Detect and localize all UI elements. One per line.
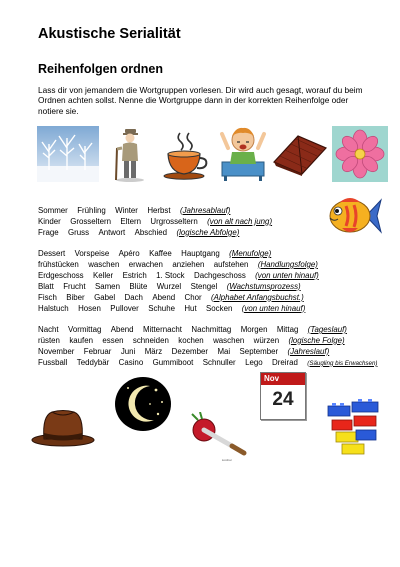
word: November — [38, 346, 75, 356]
waking-child-icon — [218, 124, 268, 182]
word-row — [38, 336, 345, 346]
word-row — [38, 304, 305, 314]
order-hint: (Jahreslauf) — [287, 346, 330, 356]
word: waschen — [213, 335, 245, 345]
winter-trees-icon — [37, 126, 99, 182]
word-row — [38, 282, 301, 292]
word: Keller — [93, 270, 114, 280]
word: Socken — [206, 303, 233, 313]
word: Casino — [118, 357, 144, 367]
word: Nacht — [38, 325, 59, 334]
lego-bricks-icon — [326, 398, 382, 458]
word: Eltern — [120, 216, 142, 226]
word: rüsten — [38, 335, 60, 345]
word: kaufen — [69, 335, 94, 345]
word: März — [144, 346, 163, 356]
word: waschen — [88, 259, 120, 269]
word: Nachmittag — [191, 325, 232, 334]
hat-icon — [30, 406, 96, 448]
order-hint: (logische Abfolge) — [176, 227, 240, 237]
knife-radish-icon — [188, 412, 248, 462]
word: Stengel — [190, 281, 218, 291]
word: essen — [102, 335, 124, 345]
word: September — [239, 346, 279, 356]
word: Abend — [110, 325, 134, 334]
word: Hut — [184, 303, 197, 313]
old-man-icon — [110, 128, 150, 182]
order-hint: (Handlungsfolge) — [257, 259, 318, 269]
word-row — [38, 358, 377, 369]
word: Dach — [124, 292, 143, 302]
calendar-icon — [260, 372, 306, 420]
page-title: Akustische Serialität — [38, 26, 181, 42]
word: Juni — [120, 346, 136, 356]
top-icon-strip — [34, 124, 384, 186]
word: frühstücken — [38, 259, 79, 269]
word: Herbst — [147, 206, 171, 215]
order-hint: (Alphabet Anfangsbuchst.) — [211, 292, 304, 302]
word: Wurzel — [156, 281, 182, 291]
word: Chor — [184, 292, 202, 302]
order-hint: (von alt nach jung) — [207, 216, 273, 226]
word: aufstehen — [213, 259, 249, 269]
word: Frucht — [63, 281, 86, 291]
page-subtitle: Reihenfolgen ordnen — [38, 62, 163, 76]
word: würzen — [253, 335, 280, 345]
word: Kaffee — [149, 249, 172, 258]
word: Schuhe — [148, 303, 175, 313]
instructions: Lass dir von jemandem die Wortgruppen vorlesen. Dir wird auch gesagt, worauf du beim Ordnen achten sollst. Nenne die Wortgruppe dann in der korrekten Reihenfolge oder notiere sie. — [38, 85, 363, 116]
word: Hosen — [78, 303, 101, 313]
word: 1. Stock — [156, 270, 185, 280]
calendar-day: 24 — [272, 389, 294, 410]
word-row — [38, 347, 329, 357]
order-hint: (Menufolge) — [229, 249, 272, 258]
word: Gruss — [68, 227, 90, 237]
roof-icon — [272, 132, 328, 176]
word: erwachen — [128, 259, 163, 269]
word: Urgrosseltern — [150, 216, 198, 226]
moon-night-icon — [114, 376, 172, 432]
order-hint: (Jahresablauf) — [179, 206, 231, 215]
order-hint: (Wachstumsprozess) — [226, 281, 301, 291]
word: Februar — [83, 346, 112, 356]
word: anziehen — [172, 259, 205, 269]
word: Estrich — [122, 270, 147, 280]
word: Dreirad — [272, 357, 298, 367]
word: Mitternacht — [142, 325, 182, 334]
word: Vorspeise — [74, 249, 110, 258]
word-row — [38, 228, 239, 238]
word: Kinder — [38, 216, 61, 226]
word: Dezember — [171, 346, 209, 356]
word-row — [38, 260, 318, 270]
word-row — [38, 271, 319, 281]
coffee-cup-icon — [162, 130, 210, 180]
word-row — [38, 206, 230, 216]
order-hint: (von unten hinauf) — [241, 303, 306, 313]
word-row — [38, 325, 347, 335]
word: Erdgeschoss — [38, 270, 84, 280]
pink-flower-icon — [332, 126, 388, 182]
word: Hauptgang — [181, 249, 220, 258]
word: Schnuller — [202, 357, 236, 367]
order-hint: (Säugling bis Erwachsen) — [307, 359, 378, 367]
word: Gabel — [94, 292, 116, 302]
word: Fussball — [38, 357, 68, 367]
word: kochen — [178, 335, 204, 345]
word: Grosseltern — [70, 216, 111, 226]
word: schneiden — [132, 335, 169, 345]
word: Halstuch — [38, 303, 69, 313]
word: Dachgeschoss — [194, 270, 246, 280]
order-hint: (von unten hinauf) — [255, 270, 319, 280]
word: Blüte — [129, 281, 148, 291]
word: Biber — [66, 292, 85, 302]
word-row — [38, 293, 304, 303]
word-row — [38, 249, 271, 259]
word-row — [38, 217, 272, 227]
word: Pullover — [110, 303, 139, 313]
word: Abend — [152, 292, 176, 302]
word: Gummiboot — [152, 357, 194, 367]
word: Blatt — [38, 281, 54, 291]
word: Sommer — [38, 206, 68, 215]
order-hint: (logische Folge) — [288, 335, 345, 345]
word: Vormittag — [68, 325, 102, 334]
word: Lego — [245, 357, 263, 367]
word: Frühling — [77, 206, 106, 215]
fish-icon — [326, 192, 382, 240]
word: Morgen — [240, 325, 268, 334]
word: Antwort — [98, 227, 126, 237]
calendar-month: Nov — [261, 373, 305, 385]
order-hint: (Tageslauf) — [307, 325, 347, 334]
word: Fisch — [38, 292, 57, 302]
knife-caption: kostbar — [222, 458, 232, 462]
word: Frage — [38, 227, 59, 237]
word: Winter — [115, 206, 138, 215]
word: Abschied — [134, 227, 168, 237]
word: Apéro — [118, 249, 140, 258]
word: Dessert — [38, 249, 66, 258]
word: Teddybär — [76, 357, 110, 367]
word: Mittag — [276, 325, 299, 334]
word: Samen — [94, 281, 120, 291]
word: Mai — [217, 346, 231, 356]
bottom-icon-strip — [28, 372, 388, 462]
